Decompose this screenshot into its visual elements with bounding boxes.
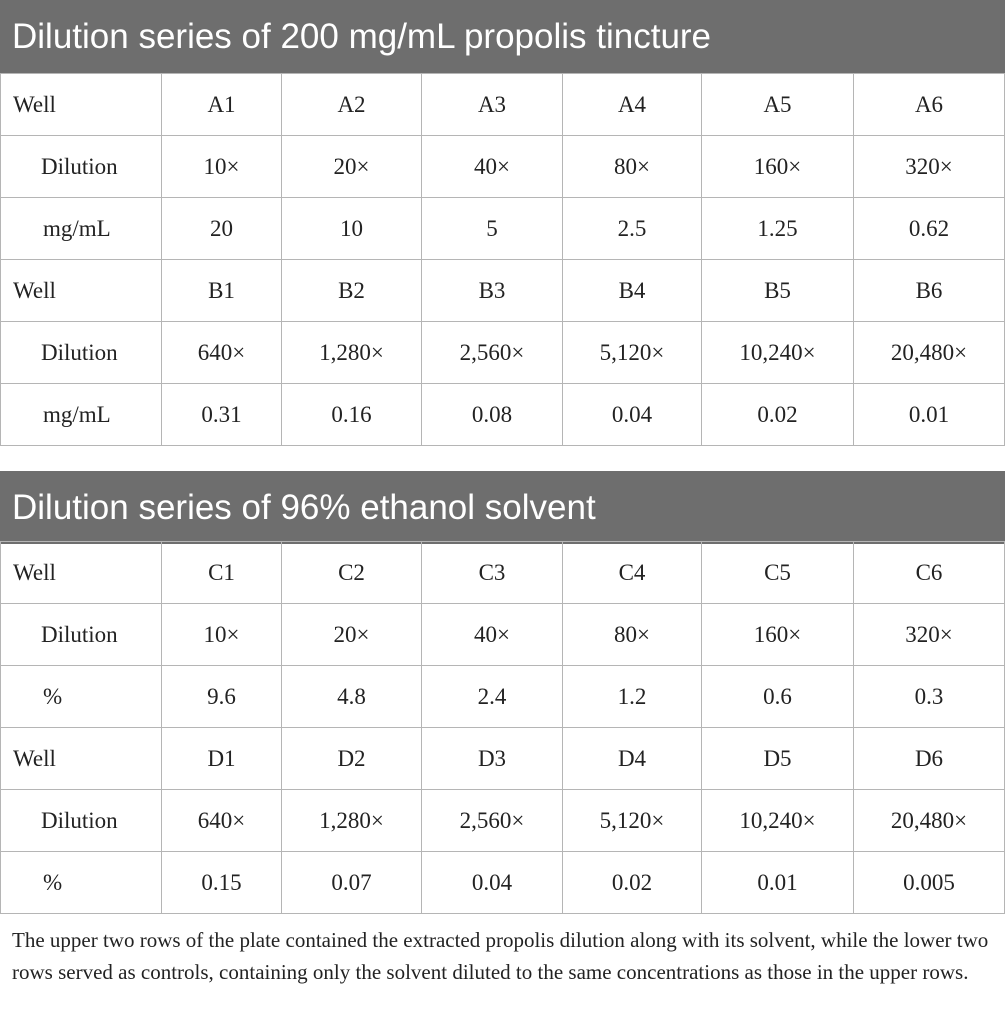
table-cell: 20,480× — [854, 790, 1005, 852]
table-cell: D6 — [854, 728, 1005, 790]
row-label: Well — [1, 260, 162, 322]
table-cell: D2 — [282, 728, 422, 790]
table-cell: 0.31 — [162, 384, 282, 446]
table-cell: B4 — [563, 260, 702, 322]
table-cell: C5 — [702, 542, 854, 604]
table-cell: 10× — [162, 136, 282, 198]
table-cell: 5,120× — [563, 790, 702, 852]
row-label: mg/mL — [1, 198, 162, 260]
table-cell: 20× — [282, 136, 422, 198]
table-cell: 1,280× — [282, 790, 422, 852]
table-row — [1, 604, 1005, 666]
table-cell: 2,560× — [422, 322, 563, 384]
table-cell: 0.02 — [563, 852, 702, 914]
ethanol-dilution-table — [0, 541, 1005, 914]
table-cell: 640× — [162, 790, 282, 852]
table-cell: 160× — [702, 136, 854, 198]
table-cell: 0.6 — [702, 666, 854, 728]
table-cell: 4.8 — [282, 666, 422, 728]
table-cell: 9.6 — [162, 666, 282, 728]
table-cell: A4 — [563, 74, 702, 136]
table-cell: 0.005 — [854, 852, 1005, 914]
table-cell: 1.25 — [702, 198, 854, 260]
table-cell: 40× — [422, 604, 563, 666]
table-cell: 20,480× — [854, 322, 1005, 384]
propolis-dilution-table — [0, 73, 1005, 446]
table-cell: B2 — [282, 260, 422, 322]
table-cell: 1.2 — [563, 666, 702, 728]
table-cell: C2 — [282, 542, 422, 604]
table-cell: B5 — [702, 260, 854, 322]
table-row — [1, 74, 1005, 136]
row-label: Dilution — [1, 604, 162, 666]
table-cell: B3 — [422, 260, 563, 322]
table-cell: 5 — [422, 198, 563, 260]
table-cell: B6 — [854, 260, 1005, 322]
table-cell: 10× — [162, 604, 282, 666]
table-cell: 2.4 — [422, 666, 563, 728]
row-label: Well — [1, 728, 162, 790]
table-row — [1, 542, 1005, 604]
table-cell: B1 — [162, 260, 282, 322]
table-2-title: Dilution series of 96% ethanol solvent — [0, 471, 1005, 544]
table-cell: C1 — [162, 542, 282, 604]
row-label: Dilution — [1, 322, 162, 384]
row-label: Well — [1, 74, 162, 136]
table-cell: 20× — [282, 604, 422, 666]
row-label: % — [1, 666, 162, 728]
table-cell: 5,120× — [563, 322, 702, 384]
table-cell: 0.01 — [854, 384, 1005, 446]
table-cell: 80× — [563, 604, 702, 666]
table-row — [1, 198, 1005, 260]
table-cell: 640× — [162, 322, 282, 384]
row-label: Dilution — [1, 790, 162, 852]
table-cell: 10 — [282, 198, 422, 260]
table-cell: A5 — [702, 74, 854, 136]
table-cell: 0.07 — [282, 852, 422, 914]
table-1-title: Dilution series of 200 mg/mL propolis tincture — [0, 0, 1005, 73]
table-cell: 20 — [162, 198, 282, 260]
table-cell: C3 — [422, 542, 563, 604]
table-cell: 2.5 — [563, 198, 702, 260]
table-cell: D1 — [162, 728, 282, 790]
table-cell: 40× — [422, 136, 563, 198]
table-cell: 2,560× — [422, 790, 563, 852]
table-cell: D5 — [702, 728, 854, 790]
row-label: % — [1, 852, 162, 914]
row-label: Well — [1, 542, 162, 604]
table-cell: 0.08 — [422, 384, 563, 446]
table-cell: D3 — [422, 728, 563, 790]
table-cell: 0.3 — [854, 666, 1005, 728]
table-cell: 0.01 — [702, 852, 854, 914]
table-cell: D4 — [563, 728, 702, 790]
table-cell: C6 — [854, 542, 1005, 604]
table-row — [1, 136, 1005, 198]
table-footnote: The upper two rows of the plate contained the extracted propolis dilution along with its solvent, while the lower two rows served as controls, containing only the solvent diluted to the same concentrations as those in the upper rows. — [12, 928, 989, 984]
table-cell: A3 — [422, 74, 563, 136]
table-cell: 0.62 — [854, 198, 1005, 260]
row-label: Dilution — [1, 136, 162, 198]
table-row — [1, 666, 1005, 728]
table-cell: 10,240× — [702, 790, 854, 852]
table-row — [1, 728, 1005, 790]
row-label: mg/mL — [1, 384, 162, 446]
table-cell: 160× — [702, 604, 854, 666]
table-cell: 0.04 — [563, 384, 702, 446]
table-cell: C4 — [563, 542, 702, 604]
table-row — [1, 260, 1005, 322]
table-row — [1, 852, 1005, 914]
table-cell: 0.15 — [162, 852, 282, 914]
table-cell: 0.02 — [702, 384, 854, 446]
table-cell: A2 — [282, 74, 422, 136]
table-cell: 1,280× — [282, 322, 422, 384]
table-row — [1, 384, 1005, 446]
table-cell: 0.16 — [282, 384, 422, 446]
table-cell: 80× — [563, 136, 702, 198]
table-cell: 320× — [854, 136, 1005, 198]
table-row — [1, 790, 1005, 852]
table-cell: 320× — [854, 604, 1005, 666]
table-cell: A1 — [162, 74, 282, 136]
table-cell: 10,240× — [702, 322, 854, 384]
table-cell: 0.04 — [422, 852, 563, 914]
table-cell: A6 — [854, 74, 1005, 136]
table-row — [1, 322, 1005, 384]
